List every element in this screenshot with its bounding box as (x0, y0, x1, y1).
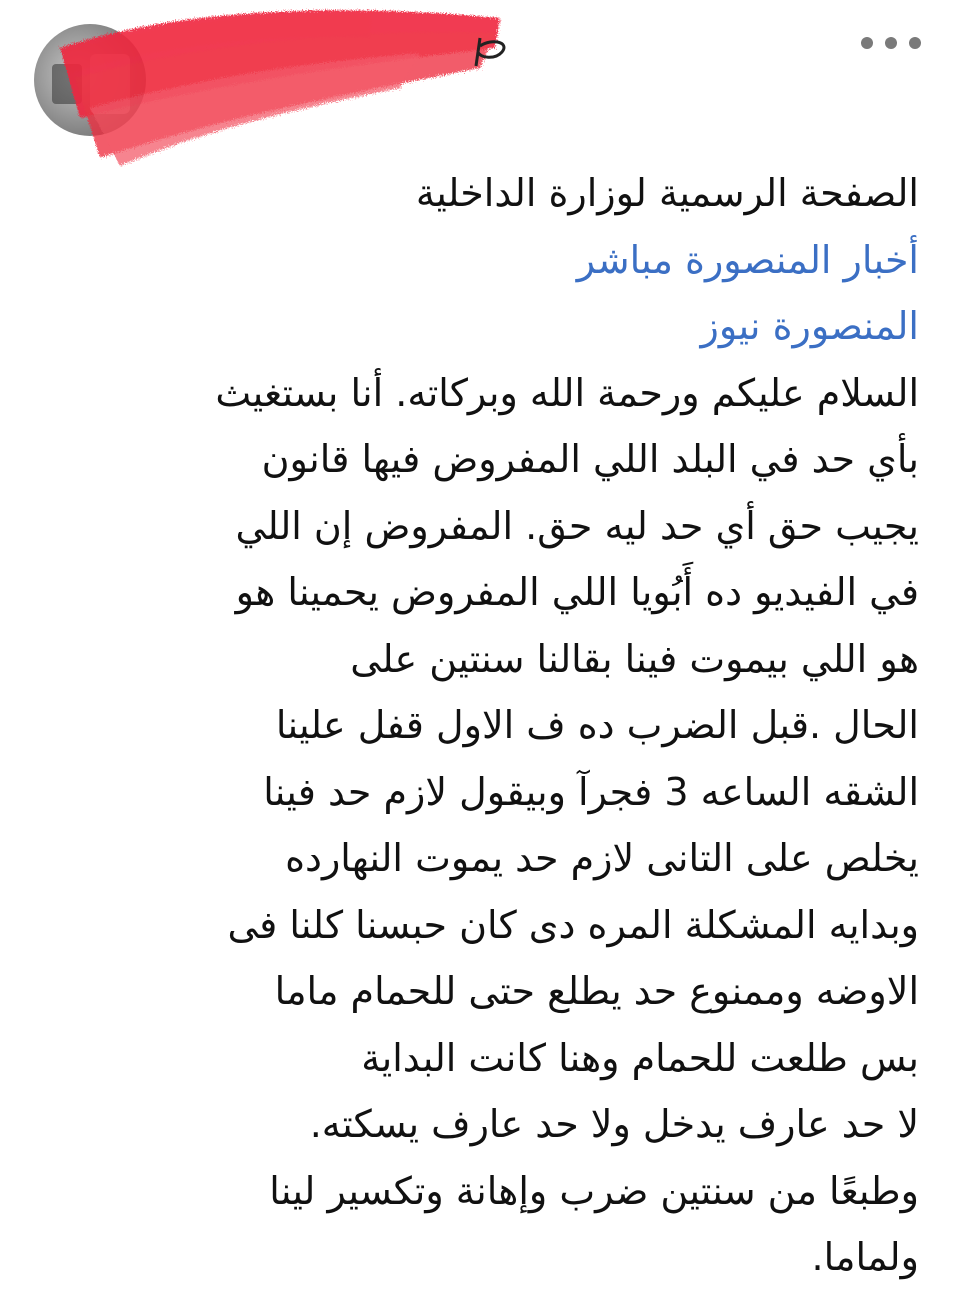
more-options-icon[interactable] (861, 28, 921, 58)
post-text-line: بأي حد في البلد اللي المفروض فيها قانون (261, 437, 919, 481)
page-tag-link[interactable]: أخبار المنصورة مباشر (576, 237, 919, 282)
menu-dot (861, 37, 873, 49)
post-text-line: الصفحة الرسمية لوزارة الداخلية (415, 171, 919, 215)
post-text-line: يجيب حق أي حد ليه حق. المفروض إن اللي (235, 503, 919, 548)
post-text-line: الشقه الساعه 3 فجرآ وبيقول لازم حد فينا (263, 769, 919, 814)
post-text-line: السلام عليكم ورحمة الله وبركاته. أنا بستغيث (215, 370, 919, 415)
post-text-line: يخلص على التانى لازم حد يموت النهارده (285, 836, 919, 880)
post-text-line: بس طلعت للحمام وهنا كانت البداية (361, 1035, 919, 1080)
redaction-scribble (40, 8, 510, 168)
page-tag-link[interactable]: المنصورة نيوز (700, 304, 919, 348)
post-text-line: الاوضه وممنوع حد يطلع حتى للحمام ماما (274, 969, 919, 1013)
post-text-line: لا حد عارف يدخل ولا حد عارف يسكته. (309, 1102, 919, 1146)
post-text-line: وبدايه المشكلة المره دى كان حبسنا كلنا فى (227, 902, 919, 947)
post-text-line: هو اللي بيموت فينا بقالنا سنتين على (350, 636, 919, 681)
post-text-line: ولماما. (811, 1235, 919, 1279)
post-text-line: الحال .قبل الضرب ده ف الاول قفل علينا (275, 703, 919, 747)
menu-dot (885, 37, 897, 49)
post-text-line: في الفيديو ده أَبُويا اللي المفروض يحمينا هو (235, 570, 919, 614)
post-text-line: وطبعًا من سنتين ضرب وإهانة وتكسير لينا (269, 1168, 919, 1213)
menu-dot (909, 37, 921, 49)
post-text (40, 160, 919, 1291)
